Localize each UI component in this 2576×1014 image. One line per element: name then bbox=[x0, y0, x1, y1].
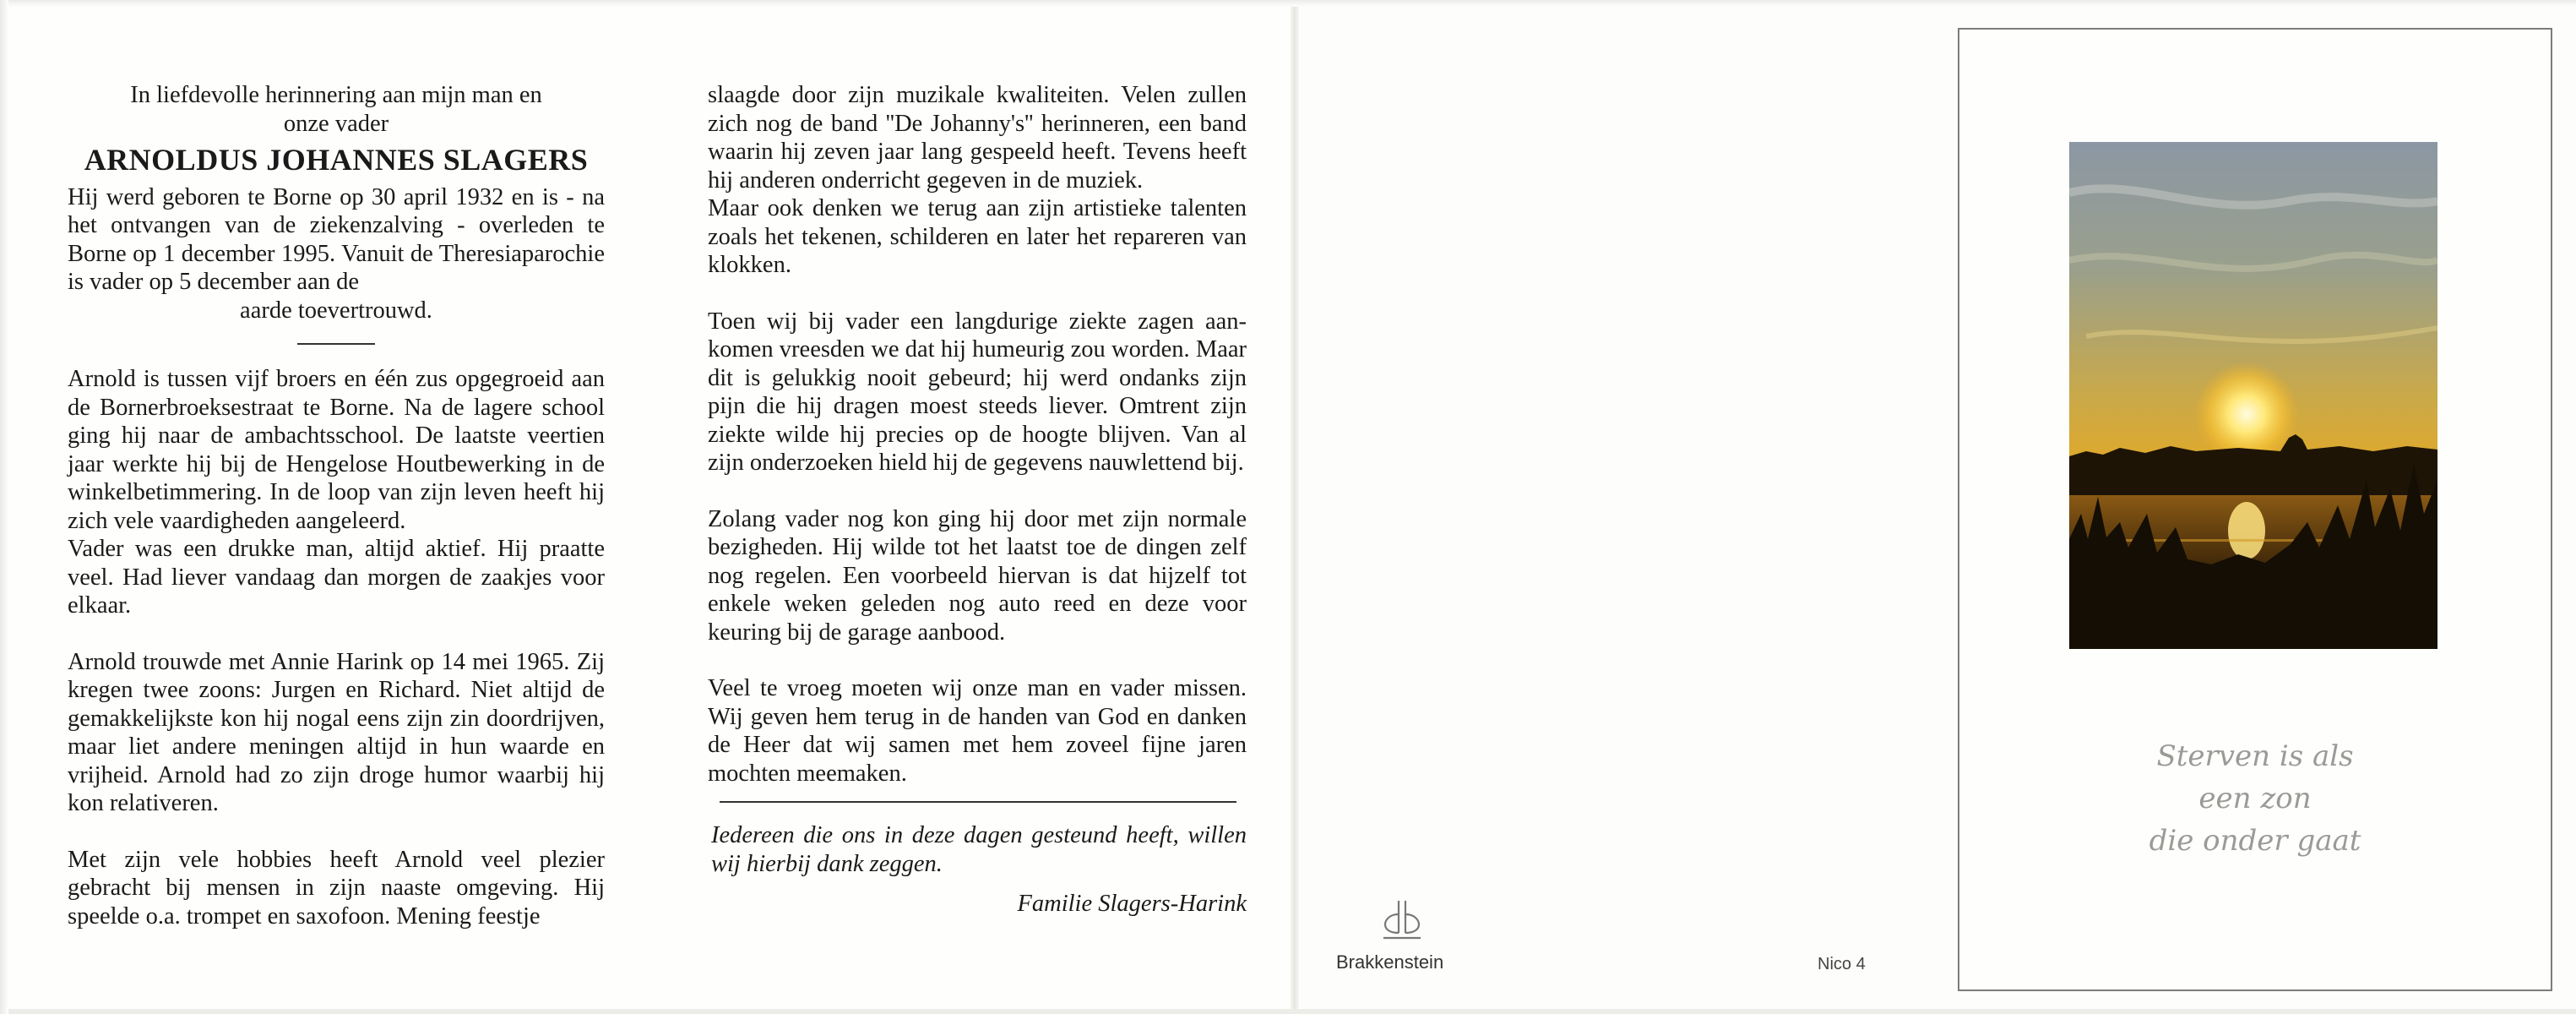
text-column-left bbox=[68, 81, 605, 930]
birth-paragraph: Hij werd geboren te Borne op 30 april 1932 en is - na het ontvangen van de ziekenzalving - overleden te Borne op 1 december 1995. Vanuit de Theresiaparochie is vader op 5 december aan de bbox=[68, 183, 605, 295]
card-code: Nico 4 bbox=[1818, 955, 1866, 973]
verse-line-1: Sterven is als bbox=[2156, 739, 2354, 773]
bottom-edge bbox=[0, 1009, 2576, 1014]
paragraph-character: Vader was een drukke man, altijd aktief. Hij praatte veel. Had liever vandaag dan morgen de zaakjes voor elkaar. bbox=[68, 536, 605, 619]
paragraph-hobbies: Met zijn vele hobbies heeft Arnold veel plezier gebracht bij mensen in zijn naaste omgeving. Hij speelde o.a. trompet en saxofoon. Mening feestje bbox=[68, 846, 605, 930]
dedication-line-1: In liefdevolle herinnering aan mijn man en bbox=[130, 82, 542, 108]
divider-long bbox=[720, 801, 1236, 803]
paragraph-activities: Zolang vader nog kon ging hij door met zijn normale bezigheden. Hij wilde tot het laatst toe de dingen zelf nog regelen. Een voorbeeld hiervan is dat hijzelf tot enkele weken geleden nog auto reed en deze voor keuring bij de garage aanbood. bbox=[708, 505, 1247, 646]
paragraph-talents: Maar ook denken we terug aan zijn artistieke talenten zoals het tekenen, schilderen en later het repareren van klokken. bbox=[708, 195, 1247, 278]
publisher-name: Brakkenstein bbox=[1336, 951, 1444, 973]
paragraph-youth: Arnold is tussen vijf broers en één zus opgegroeid aan de Bornerbroeksestraat te Borne. Na de lagere school ging hij naar de ambachtsschool. De laatste veertien jaar werkte hij bij de Hengelose Houtbewerking in de winkelbetimmering. In de loop van zijn leven heeft hij zich vele vaardigheden aangeleerd. bbox=[68, 366, 605, 534]
verse bbox=[2078, 735, 2432, 862]
divider bbox=[297, 343, 375, 345]
paragraph-farewell: Veel te vroeg moeten wij onze man en vader missen. Wij geven hem terug in de handen van God en danken de Heer dat wij samen met hem zoveel fijne jaren mochten meemaken. bbox=[708, 675, 1247, 787]
deceased-name: ARNOLDUS JOHANNES SLAGERS bbox=[84, 143, 589, 177]
thanks-note: Iedereen die ons in deze dagen gesteund heeft, willen wij hierbij dank zeggen. bbox=[711, 822, 1247, 877]
sunset-photo bbox=[2069, 142, 2437, 649]
birth-paragraph-end: aarde toevertrouwd. bbox=[240, 297, 432, 324]
dedication bbox=[68, 81, 605, 138]
top-edge bbox=[0, 0, 2576, 7]
paragraph-illness: Toen wij bij vader een langdurige ziekte zagen aankomen vreesden we dat hij humeurig zou worden. Maar dit is gelukkig nooit gebeurd; hij werd ondanks zijn pijn die hij dragen moest steeds liever. Omtrent zijn ziekte wilde hij precies op de hoogte blijven. Van al zijn onderzoeken hield hij de gegevens nauwlettend bij. bbox=[708, 308, 1247, 476]
card-fold bbox=[1291, 0, 1299, 1014]
paragraph-marriage: Arnold trouwde met Annie Harink op 14 mei 1965. Zij kregen twee zoons: Jurgen en Richard. Niet altijd de gemakkelijkste kon hij nogal eens zijn zin doordrijven, maar liet andere meningen altijd in hun waarde en vrijheid. Arnold had zo zijn droge humor waarbij hij kon relativeren. bbox=[68, 648, 605, 816]
paragraph-music: slaagde door zijn muzikale kwaliteiten. Velen zullen zich nog de band ''De Johanny's'' herinneren, een band waarin hij zeven jaar lang gespeeld heeft. Tevens heeft hij anderen onderricht gegeven in de muziek. bbox=[708, 82, 1247, 194]
dedication-line-2: onze vader bbox=[283, 110, 389, 137]
family-signature: Familie Slagers-Harink bbox=[1017, 891, 1247, 917]
publisher-logo-icon bbox=[1378, 896, 1426, 943]
verse-line-3: die onder gaat bbox=[2149, 824, 2361, 858]
text-column-right bbox=[708, 81, 1247, 919]
verse-line-2: een zon bbox=[2198, 782, 2312, 815]
left-edge bbox=[0, 0, 8, 1014]
